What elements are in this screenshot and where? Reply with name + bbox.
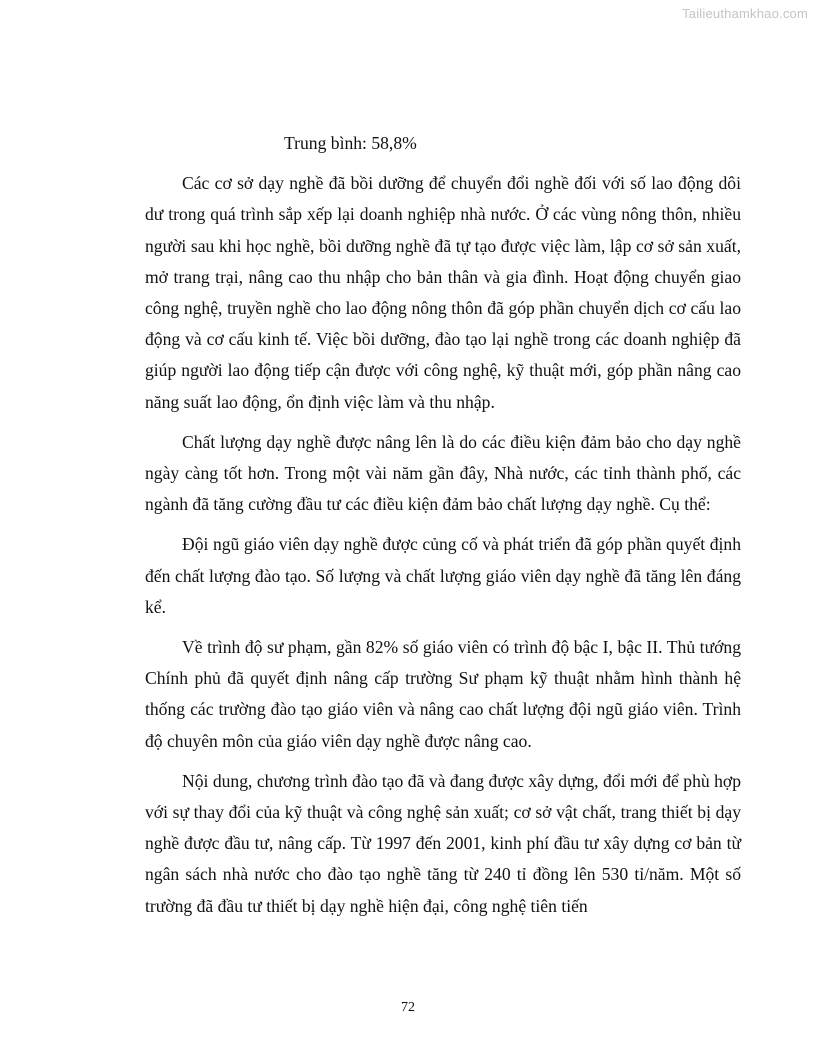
page-number: 72 (401, 1000, 415, 1015)
watermark: Tailieuthamkhao.com (682, 6, 808, 21)
average-line: Trung bình: 58,8% (284, 133, 417, 153)
paragraph-curriculum: Nội dung, chương trình đào tạo đã và đang được xây dựng, đổi mới để phù hợp với sự thay đổi của kỹ thuật và công nghệ sản xuất; cơ sở vật chất, trang thiết bị dạy nghề được đầu tư, nâng cấp. Từ 1997 đến 2001, kinh phí đầu tư xây dựng cơ bản từ ngân sách nhà nước cho đào tạo nghề tăng từ 240 tỉ đồng lên 530 tỉ/năm. Một số trường đã đầu tư thiết bị dạy nghề hiện đại, công nghệ tiên tiến (145, 770, 741, 916)
paragraph-retraining: Các cơ sở dạy nghề đã bồi dưỡng để chuyển đổi nghề đối với số lao động dôi dư trong quá trình sắp xếp lại doanh nghiệp nhà nước. Ở các vùng nông thôn, nhiều người sau khi học nghề, bồi dưỡng nghề đã tự tạo được việc làm, lập cơ sở sản xuất, mở trang trại, nâng cao thu nhập cho bản thân và gia đình. Hoạt động chuyển giao công nghệ, truyền nghề cho lao động nông thôn đã góp phần chuyển dịch cơ cấu lao động và cơ cấu kinh tế. Việc bồi dưỡng, đào tạo lại nghề trong các doanh nghiệp đã giúp người lao động tiếp cận được với công nghệ, kỹ thuật mới, góp phần nâng cao năng suất lao động, ổn định việc làm và thu nhập. (145, 173, 741, 412)
paragraph-teachers: Đội ngũ giáo viên dạy nghề được củng cố và phát triển đã góp phần quyết định đến chất lượng đào tạo. Số lượng và chất lượng giáo viên dạy nghề đã tăng lên đáng kể. (145, 534, 741, 617)
paragraph-pedagogy: Về trình độ sư phạm, gần 82% số giáo viên có trình độ bậc I, bậc II. Thủ tướng Chính phủ đã quyết định nâng cấp trường Sư phạm kỹ thuật nhằm hình thành hệ thống các trường đào tạo giáo viên và nâng cao chất lượng đội ngũ giáo viên. Trình độ chuyên môn của giáo viên dạy nghề được nâng cao. (145, 637, 741, 751)
document-body (145, 128, 741, 931)
paragraph-quality: Chất lượng dạy nghề được nâng lên là do các điều kiện đảm bảo cho dạy nghề ngày càng tốt hơn. Trong một vài năm gần đây, Nhà nước, các tỉnh thành phố, các ngành đã tăng cường đầu tư các điều kiện đảm bảo chất lượng dạy nghề. Cụ thể: (145, 431, 741, 515)
